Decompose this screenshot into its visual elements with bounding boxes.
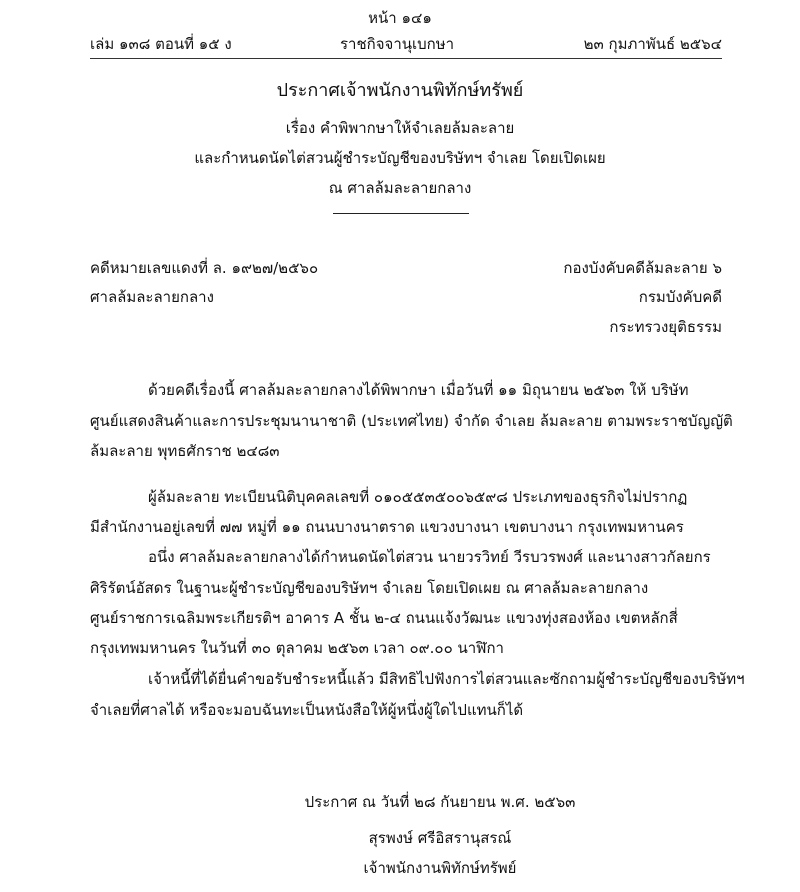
volume-issue: เล่ม ๑๓๘ ตอนที่ ๑๕ ง xyxy=(90,35,232,53)
gazette-date: ๒๓ กุมภาพันธ์ ๒๕๖๔ xyxy=(583,35,722,53)
paragraph-1-line-1: ด้วยคดีเรื่องนี้ ศาลล้มละลายกลางได้พิพากษา เมื่อวันที่ ๑๑ มิถุนายน ๒๕๖๓ ให้ บริษัท xyxy=(148,381,689,399)
paragraph-1-line-3: ล้มละลาย พุทธศักราช ๒๔๘๓ xyxy=(90,442,280,460)
ministry: กระทรวงยุติธรรม xyxy=(609,318,722,336)
title-divider xyxy=(333,213,469,214)
announcement-date: ประกาศ ณ วันที่ ๒๘ กันยายน พ.ศ. ๒๕๖๓ xyxy=(304,793,576,811)
paragraph-2-line-1: ผู้ล้มละลาย ทะเบียนนิติบุคคลเลขที่ ๐๑๐๕๕๓๕๐๐๖๕๙๘ ประเภทของธุรกิจไม่ปรากฏ xyxy=(148,488,688,506)
paragraph-3-line-4: กรุงเทพมหานคร ในวันที่ ๓๐ ตุลาคม ๒๕๖๓ เวลา ๐๙.๐๐ นาฬิกา xyxy=(90,639,504,657)
signatory-position: เจ้าพนักงานพิทักษ์ทรัพย์ xyxy=(363,859,517,877)
announcement-title: ประกาศเจ้าพนักงานพิทักษ์ทรัพย์ xyxy=(276,80,524,101)
case-number: คดีหมายเลขแดงที่ ล. ๑๙๒๗/๒๕๖๐ xyxy=(90,259,319,277)
subject-line-2: และกำหนดนัดไต่สวนผู้ชำระบัญชีของบริษัทฯ จำเลย โดยเปิดเผย xyxy=(194,149,606,167)
enforcement-division: กองบังคับคดีล้มละลาย ๖ xyxy=(563,259,722,277)
signatory-name: สุรพงษ์ ศรีอิสรานุสรณ์ xyxy=(368,829,512,847)
subject-line-1: เรื่อง คำพิพากษาให้จำเลยล้มละลาย xyxy=(285,119,515,137)
paragraph-3-line-3: ศูนย์ราชการเฉลิมพระเกียรติฯ อาคาร A ชั้น ๒-๔ ถนนแจ้งวัฒนะ แขวงทุ่งสองห้อง เขตหลักสี่ xyxy=(90,609,678,627)
paragraph-4-line-2: จำเลยที่ศาลได้ หรือจะมอบฉันทะเป็นหนังสือให้ผู้หนึ่งผู้ใดไปแทนก็ได้ xyxy=(90,701,524,719)
header-divider xyxy=(90,58,722,59)
subject-line-3: ณ ศาลล้มละลายกลาง xyxy=(328,179,472,197)
paragraph-3-line-1: อนึ่ง ศาลล้มละลายกลางได้กำหนดนัดไต่สวน นายวรวิทย์ วีรบวรพงศ์ และนางสาวกัลยกร xyxy=(148,548,711,566)
gazette-name: ราชกิจจานุเบกษา xyxy=(340,35,455,53)
court-name: ศาลล้มละลายกลาง xyxy=(90,288,214,306)
gazette-header xyxy=(90,32,722,54)
paragraph-2-line-2: มีสำนักงานอยู่เลขที่ ๗๗ หมู่ที่ ๑๑ ถนนบางนาตราด แขวงบางนา เขตบางนา กรุงเทพมหานคร xyxy=(90,518,684,536)
paragraph-1-line-2: ศูนย์แสดงสินค้าและการประชุมนานาชาติ (ประเทศไทย) จำกัด จำเลย ล้มละลาย ตามพระราชบัญญัติ xyxy=(90,412,733,430)
paragraph-3-line-2: ศิริรัตน์อัสดร ในฐานะผู้ชำระบัญชีของบริษัทฯ จำเลย โดยเปิดเผย ณ ศาลล้มละลายกลาง xyxy=(90,579,649,597)
enforcement-department: กรมบังคับคดี xyxy=(638,288,722,306)
page-number: หน้า ๑๔๑ xyxy=(368,9,432,27)
paragraph-4-line-1: เจ้าหนี้ที่ได้ยื่นคำขอรับชำระหนี้แล้ว มีสิทธิไปฟังการไต่สวนและซักถามผู้ชำระบัญชีของบริษัทฯ xyxy=(148,670,745,688)
